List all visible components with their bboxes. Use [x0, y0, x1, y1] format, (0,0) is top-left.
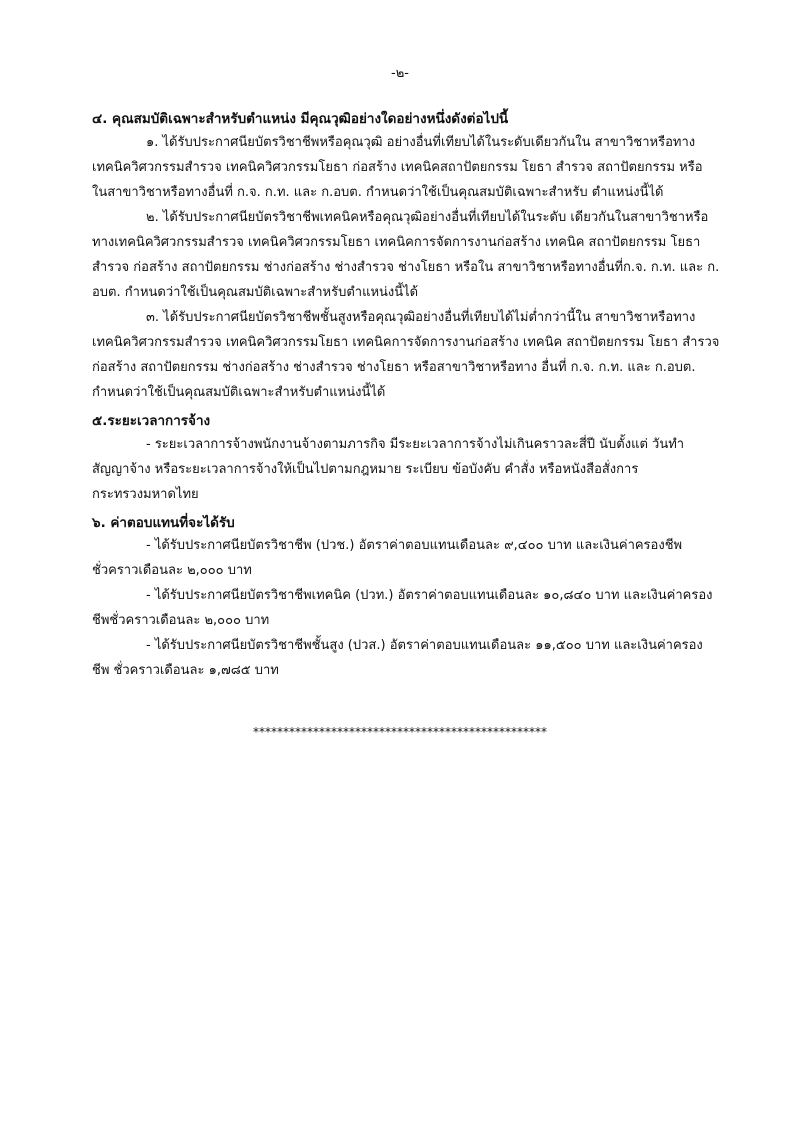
section-4-item-2-line-1: ๒. ได้รับประกาศนียบัตรวิชาชีพเทคนิคหรือคุณวุฒิอย่างอื่นที่เทียบได้ในระดับ เดียวกันในสาขาวิชาหรือ	[146, 210, 709, 225]
section-4-item-3-line-2: เทคนิควิศวกรรมสำรวจ เทคนิควิศวกรรมโยธา เทคนิคการจัดการงานก่อสร้าง เทคนิค สถาปัตยกรรม โยธา สำรวจ	[92, 335, 720, 350]
section-4-item-3-line-4: กำหนดว่าใช้เป็นคุณสมบัติเฉพาะสำหรับตำแหน่งนี้ได้	[92, 385, 386, 400]
section-6-item-3-line-1: - ได้รับประกาศนียบัตรวิชาชีพชั้นสูง (ปวส.) อัตราค่าตอบแทนเดือนละ ๑๑,๕๐๐ บาท และเงินค่าครอง	[146, 638, 703, 653]
section-4-item-2-line-4: อบต. กำหนดว่าใช้เป็นคุณสมบัติเฉพาะสำหรับตำแหน่งนี้ได้	[92, 285, 419, 300]
section-5-heading: ๕.ระยะเวลาการจ้าง	[92, 413, 211, 429]
section-6-item-2-line-1: - ได้รับประกาศนียบัตรวิชาชีพเทคนิค (ปวท.) อัตราค่าตอบแทนเดือนละ ๑๐,๘๔๐ บาท และเงินค่าครอง	[146, 588, 713, 603]
section-6-item-1-line-1: - ได้รับประกาศนียบัตรวิชาชีพ (ปวช.) อัตราค่าตอบแทนเดือนละ ๙,๔๐๐ บาท และเงินค่าครองชีพ	[146, 538, 683, 553]
section-6-item-1-line-2: ชั่วคราวเดือนละ ๒,๐๐๐ บาท	[92, 563, 252, 578]
section-5-line-1: - ระยะเวลาการจ้างพนักงานจ้างตามภารกิจ มีระยะเวลาการจ้างไม่เกินคราวละสี่ปี นับตั้งแต่ วันทำ	[146, 437, 685, 452]
section-4-item-1-line-2: เทคนิควิศวกรรมสำรวจ เทคนิควิศวกรรมโยธา ก่อสร้าง เทคนิคสถาปัตยกรรม โยธา สำรวจ สถาปัตยกรรม หรือ	[92, 160, 703, 175]
section-4-heading: ๔. คุณสมบัติเฉพาะสำหรับตำแหน่ง มีคุณวุฒิอย่างใดอย่างหนึ่งดังต่อไปนี้	[92, 111, 509, 127]
section-4-item-3-line-1: ๓. ได้รับประกาศนียบัตรวิชาชีพชั้นสูงหรือคุณวุฒิอย่างอื่นที่เทียบได้ไม่ต่ำกว่านี้ใน สาขาวิชาหรือทาง	[146, 310, 696, 325]
section-6-heading: ๖. ค่าตอบแทนที่จะได้รับ	[92, 515, 235, 531]
section-4-item-2-line-3: สำรวจ ก่อสร้าง สถาปัตยกรรม ช่างก่อสร้าง ช่างสำรวจ ช่างโยธา หรือใน สาขาวิชาหรือทางอื่นที่ก.จ. ก.ท. และ ก.	[92, 260, 720, 275]
page-number: -๒-	[391, 66, 409, 81]
section-4-item-1-line-1: ๑. ได้รับประกาศนียบัตรวิชาชีพหรือคุณวุฒิ อย่างอื่นที่เทียบได้ในระดับเดียวกันใน สาขาวิชาหรือทาง	[146, 135, 696, 150]
section-5-line-3: กระทรวงมหาดไทย	[92, 487, 199, 502]
section-4-item-3-line-3: ก่อสร้าง สถาปัตยกรรม ช่างก่อสร้าง ช่างสำรวจ ช่างโยธา หรือสาขาวิชาหรือทาง อื่นที่ ก.จ. ก.ท. และ ก.อบต.	[92, 360, 696, 375]
section-6-item-2-line-2: ชีพชั่วคราวเดือนละ ๒,๐๐๐ บาท	[92, 613, 270, 628]
separator-line: *************************************************	[253, 725, 547, 739]
section-4-item-2-line-2: ทางเทคนิควิศวกรรมสำรวจ เทคนิควิศวกรรมโยธา เทคนิคการจัดการงานก่อสร้าง เทคนิค สถาปัตยกรรม โยธา	[92, 235, 701, 250]
section-6-item-3-line-2: ชีพ ชั่วคราวเดือนละ ๑,๗๘๕ บาท	[92, 663, 279, 678]
section-5-line-2: สัญญาจ้าง หรือระยะเวลาการจ้างให้เป็นไปตามกฎหมาย ระเบียบ ข้อบังคับ คำสั่ง หรือหนังสือสั่งการ	[92, 462, 639, 477]
section-4-item-1-line-3: ในสาขาวิชาหรือทางอื่นที่ ก.จ. ก.ท. และ ก.อบต. กำหนดว่าใช้เป็นคุณสมบัติเฉพาะสำหรับ ตำแหน่งนี้ได้	[92, 185, 664, 200]
